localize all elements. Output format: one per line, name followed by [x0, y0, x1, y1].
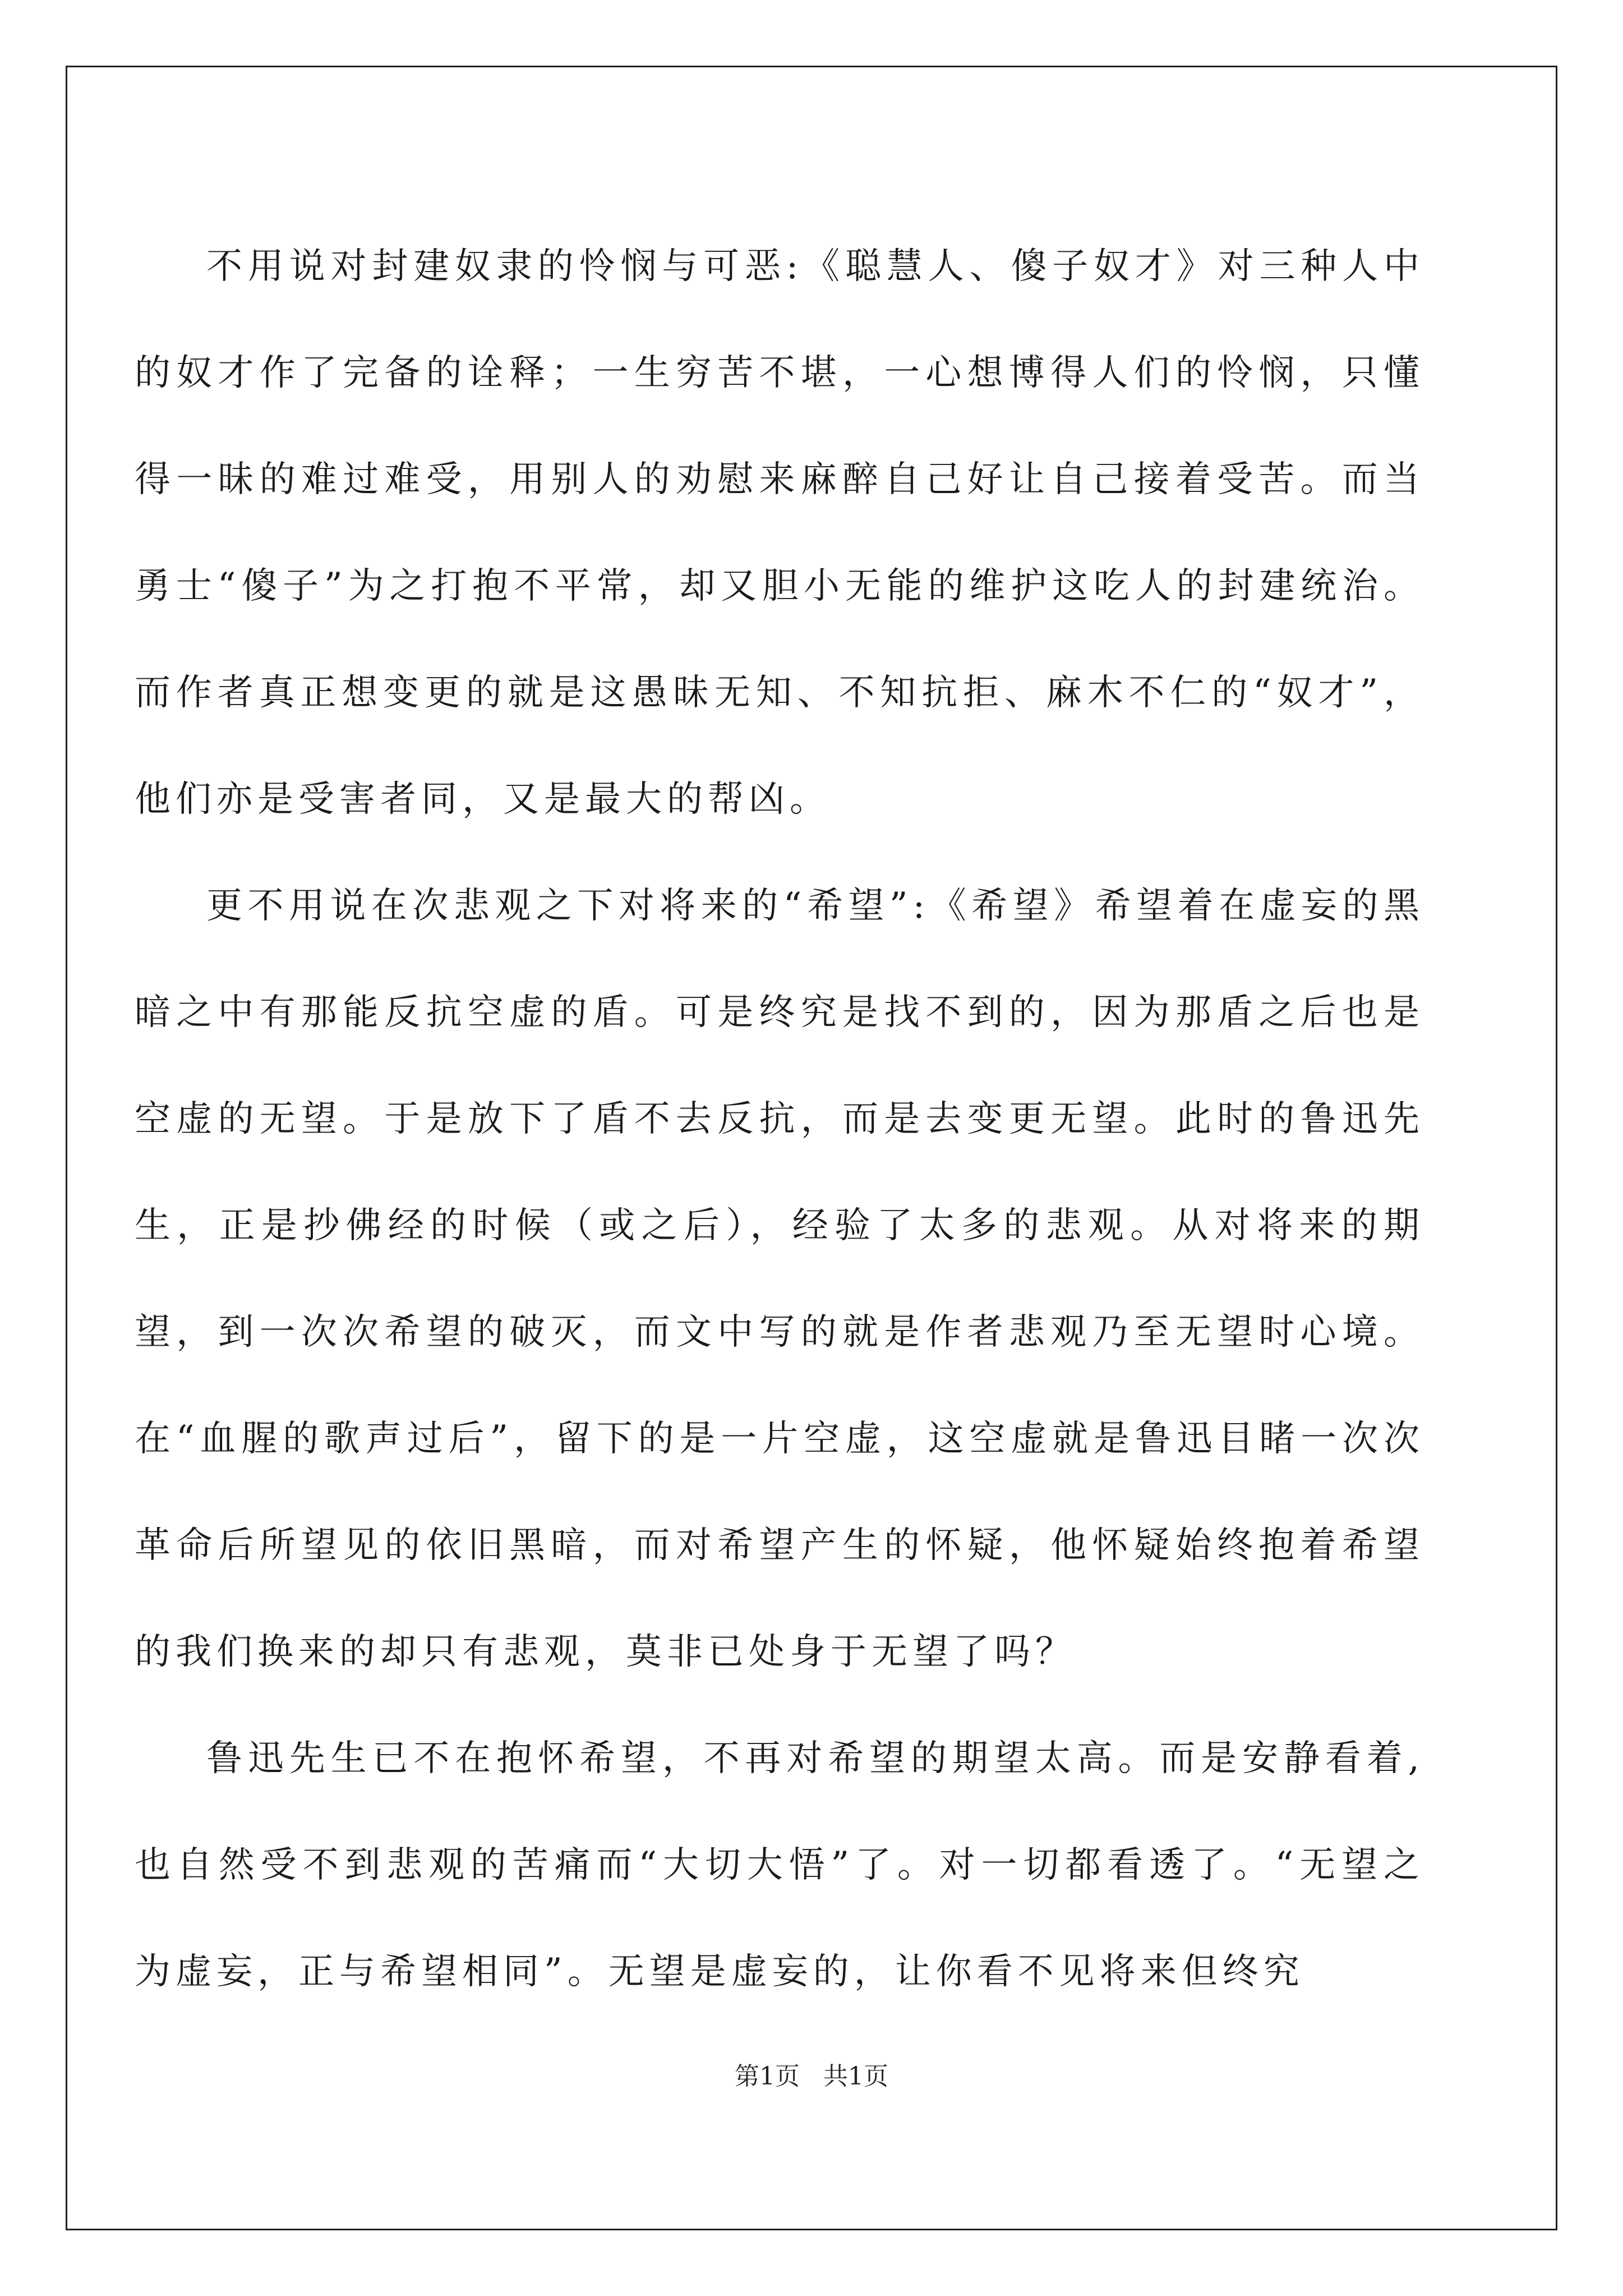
paragraph-2: 更不用说在次悲观之下对将来的“希望”:《希望》希望着在虚妄的黑暗之中有那能反抗空虚的盾。可是终究是找不到的，因为那盾之后也是空虚的无望。于是放下了盾不去反抗，而是去变更无望。此时的鲁迅先生，正是抄佛经的时候（或之后），经验了太多的悲观。从对将来的期望，到一次次希望的破灭，而文中写的就是作者悲观乃至无望时心境。在“血腥的歌声过后”，留下的是一片空虚，这空虚就是鲁迅目睹一次次革命后所望见的依旧黑暗，而对希望产生的怀疑，他怀疑始终抱着希望的我们换来的却只有悲观，莫非已处身于无望了吗？ — [135, 885, 1424, 1673]
paragraph-1: 不用说对封建奴隶的怜悯与可恶:《聪慧人、傻子奴才》对三种人中的奴才作了完备的诠释；一生穷苦不堪，一心想博得人们的怜悯，只懂得一昧的难过难受，用别人的劝慰来麻醉自己好让自己接着受苦。而当勇士“傻子”为之打抱不平常，却又胆小无能的维护这吃人的封建统治。而作者真正想变更的就是这愚昧无知、不知抗拒、麻木不仁的“奴才”，他们亦是受害者同，又是最大的帮凶。 — [135, 246, 1424, 820]
page-number: 第1页 — [735, 2062, 800, 2091]
document-body — [135, 213, 1424, 2025]
paragraph-3: 鲁迅先生已不在抱怀希望，不再对希望的期望太高。而是安静看着,也自然受不到悲观的苦痛而“大切大悟”了。对一切都看透了。“无望之为虚妄，正与希望相同”。无望是虚妄的，让你看不见将来但终究 — [135, 1738, 1424, 1993]
page-total: 共1页 — [823, 2062, 888, 2091]
page-footer — [0, 2060, 1623, 2093]
